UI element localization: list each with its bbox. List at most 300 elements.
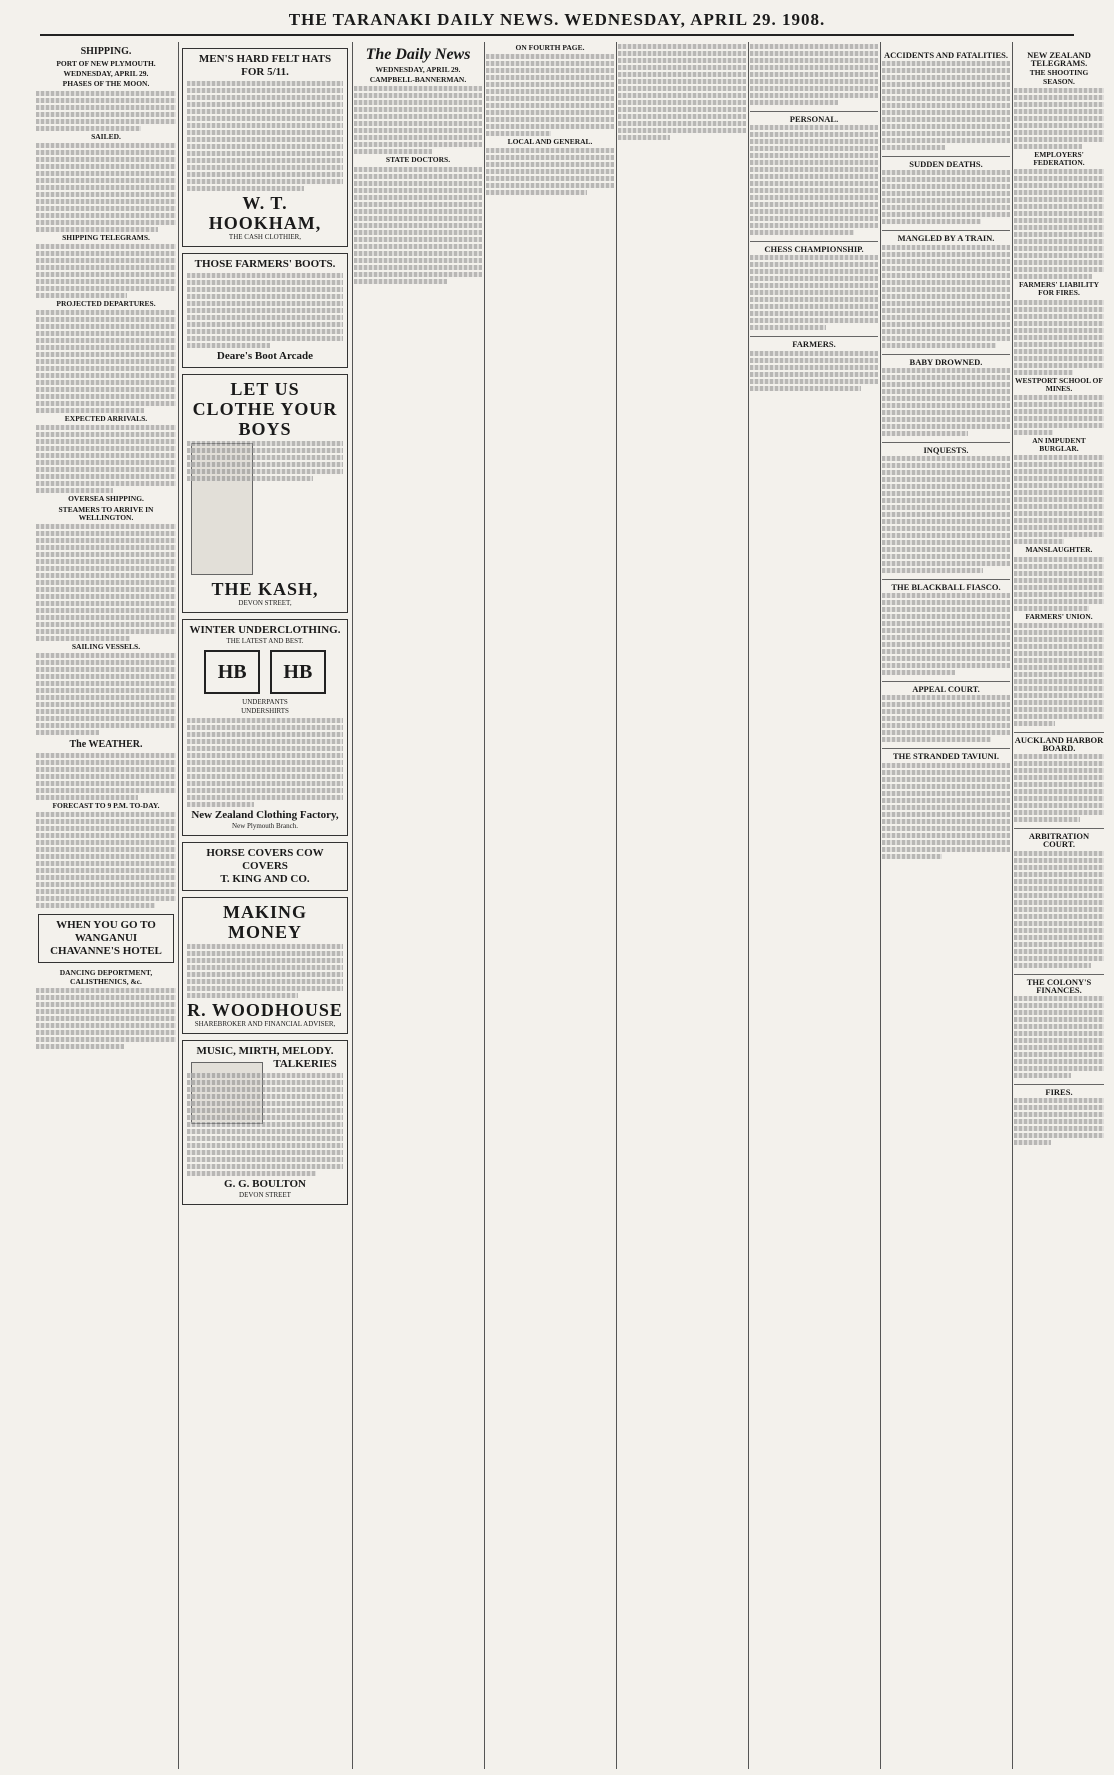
text-line [36, 716, 176, 721]
text-line [187, 137, 343, 142]
text-line [882, 396, 1010, 401]
text-line [618, 65, 746, 70]
text-line [882, 519, 1010, 524]
text-line [750, 188, 878, 193]
text-line [187, 753, 343, 758]
text-line [1014, 935, 1104, 940]
text-line [750, 100, 838, 105]
weather-heading: The WEATHER. [69, 739, 143, 751]
text-line [750, 230, 854, 235]
text-line [882, 826, 1010, 831]
text-line [486, 124, 614, 129]
text-line [36, 366, 176, 371]
text-line [882, 540, 1010, 545]
text-line [187, 1101, 343, 1106]
text-line [187, 441, 343, 446]
text-line [187, 95, 343, 100]
text-line [187, 116, 343, 121]
text-line [1014, 349, 1104, 354]
text-line [36, 157, 176, 162]
text-line [1014, 211, 1104, 216]
text-line [1014, 321, 1104, 326]
shipping-heading: SHIPPING. [80, 46, 132, 57]
text-line [36, 781, 176, 786]
shooting-season-heading: THE SHOOTING SEASON. [1029, 68, 1089, 86]
making-money-title: MAKING MONEY [223, 902, 307, 942]
body-text [1014, 851, 1104, 968]
text-line [882, 103, 1010, 108]
text-line [1014, 644, 1104, 649]
text-line [354, 142, 482, 147]
text-line [882, 343, 996, 348]
text-line [36, 1002, 176, 1007]
text-line [1014, 1003, 1104, 1008]
body-text [882, 245, 1010, 348]
text-line [36, 345, 176, 350]
text-line [882, 252, 1010, 257]
text-line [187, 965, 343, 970]
text-line [1014, 623, 1104, 628]
text-line [36, 730, 99, 735]
text-line [354, 272, 482, 277]
text-line [1014, 455, 1104, 460]
text-line [882, 593, 1010, 598]
nz-clothing-factory: New Zealand Clothing Factory, [191, 809, 339, 821]
body-text [618, 44, 746, 140]
text-line [1014, 511, 1104, 516]
text-line [750, 79, 878, 84]
text-line [36, 1030, 176, 1035]
shipping-telegrams-heading: SHIPPING TELEGRAMS. [62, 232, 150, 242]
column-rule [880, 42, 881, 1769]
date-line: WEDNESDAY, APRIL 29. [63, 69, 149, 79]
text-line [354, 149, 432, 154]
text-line [1014, 1031, 1104, 1036]
text-line [618, 93, 746, 98]
text-line [750, 160, 878, 165]
text-line [882, 131, 1010, 136]
text-line [1014, 314, 1104, 319]
text-line [750, 167, 878, 172]
text-line [187, 462, 343, 467]
text-line [882, 505, 1010, 510]
column-rule [484, 42, 485, 1769]
text-line [1014, 630, 1104, 635]
text-line [882, 730, 1010, 735]
body-text [1014, 557, 1104, 611]
text-line [750, 276, 878, 281]
text-line [882, 382, 1010, 387]
text-line [882, 322, 1010, 327]
body-text [354, 86, 482, 154]
text-line [1014, 246, 1104, 251]
nz-telegrams-heading: NEW ZEALAND TELEGRAMS. [1027, 50, 1091, 69]
text-line [187, 455, 343, 460]
text-line [882, 614, 1010, 619]
text-line [187, 308, 343, 313]
harbor-board-heading: AUCKLAND HARBOR BOARD. [1014, 732, 1104, 752]
text-line [1014, 116, 1104, 121]
text-line [1014, 260, 1104, 265]
music-mirth-title: MUSIC, MIRTH, MELODY. [196, 1045, 334, 1057]
winter-subtitle: THE LATEST AND BEST. [226, 637, 304, 645]
text-line [1014, 88, 1104, 93]
text-line [1014, 658, 1104, 663]
text-line [486, 176, 614, 181]
text-line [1014, 109, 1104, 114]
text-line [187, 732, 343, 737]
body-text [882, 456, 1010, 573]
body-text [882, 695, 1010, 742]
text-line [882, 308, 1010, 313]
text-line [1014, 232, 1104, 237]
text-line [36, 98, 176, 103]
text-line [187, 802, 254, 807]
text-line [354, 216, 482, 221]
body-text [187, 718, 343, 807]
text-line [36, 310, 176, 315]
text-line [486, 54, 614, 59]
text-line [187, 746, 343, 751]
text-line [36, 425, 176, 430]
text-line [882, 456, 1010, 461]
text-line [882, 512, 1010, 517]
text-line [1014, 169, 1104, 174]
text-line [1014, 335, 1104, 340]
underpants-label: UNDERPANTS [242, 698, 288, 706]
text-line [750, 65, 878, 70]
text-line [882, 61, 1010, 66]
employers-federation-heading: EMPLOYERS' FEDERATION. [1033, 149, 1085, 168]
hookham-subtitle: THE CASH CLOTHIER, [228, 233, 302, 241]
accidents-heading: ACCIDENTS AND FATALITIES. [884, 50, 1008, 60]
text-line [1014, 714, 1104, 719]
text-line [36, 653, 176, 658]
text-line [882, 526, 1010, 531]
text-line [882, 621, 1010, 626]
accidents-column [882, 42, 1010, 1769]
editorial-date: WEDNESDAY, APRIL 29. [375, 65, 461, 74]
text-line [187, 287, 343, 292]
text-line [486, 89, 614, 94]
text-line [36, 681, 176, 686]
text-line [1014, 810, 1104, 815]
body-text [36, 91, 176, 131]
body-text [1014, 1098, 1104, 1145]
text-line [882, 709, 1010, 714]
text-line [882, 368, 1010, 373]
mangled-train-heading: MANGLED BY A TRAIN. [882, 230, 1010, 242]
body-text [187, 1073, 343, 1176]
text-line [187, 979, 343, 984]
devon-street-label: DEVON STREET [239, 1191, 291, 1199]
text-line [882, 417, 1010, 422]
text-line [187, 476, 313, 481]
text-line [354, 167, 482, 172]
text-line [750, 290, 878, 295]
text-line [1014, 775, 1104, 780]
text-line [354, 230, 482, 235]
masthead-title: THE TARANAKI DAILY NEWS. WEDNESDAY, APRIL 29. 1908. [40, 10, 1074, 36]
body-text [187, 81, 343, 191]
woodhouse-subtitle: SHAREBROKER AND FINANCIAL ADVISER, [194, 1020, 336, 1028]
text-line [486, 183, 614, 188]
text-line [187, 151, 343, 156]
text-line [187, 179, 343, 184]
text-line [1014, 363, 1104, 368]
text-line [36, 636, 130, 641]
text-line [486, 96, 614, 101]
text-line [486, 148, 614, 153]
text-line [36, 988, 176, 993]
chavanne-hotel-name: CHAVANNE'S HOTEL [50, 945, 162, 958]
sailing-vessels-heading: SAILING VESSELS. [71, 642, 141, 652]
text-line [36, 460, 176, 465]
text-line [36, 185, 176, 190]
text-line [36, 1044, 124, 1049]
text-line [187, 343, 270, 348]
text-line [36, 573, 176, 578]
text-line [36, 615, 176, 620]
text-line [36, 251, 176, 256]
text-line [187, 788, 343, 793]
body-text [882, 170, 1010, 224]
text-line [36, 622, 176, 627]
text-line [1014, 137, 1104, 142]
text-line [36, 819, 176, 824]
text-line [486, 82, 614, 87]
text-line [750, 365, 878, 370]
text-line [882, 763, 1010, 768]
text-line [187, 725, 343, 730]
text-line [354, 265, 482, 270]
text-line [882, 554, 1010, 559]
text-line [187, 273, 343, 278]
text-line [36, 660, 176, 665]
body-text [882, 61, 1010, 150]
text-line [36, 126, 141, 131]
text-line [750, 72, 878, 77]
text-line [36, 695, 176, 700]
text-line [882, 716, 1010, 721]
text-line [882, 375, 1010, 380]
body-text [1014, 300, 1104, 375]
text-line [187, 294, 343, 299]
text-line [1014, 949, 1104, 954]
text-line [882, 89, 1010, 94]
text-line [187, 781, 343, 786]
text-line [187, 767, 343, 772]
text-line [1014, 707, 1104, 712]
text-line [1014, 197, 1104, 202]
text-line [1014, 963, 1091, 968]
body-text [750, 255, 878, 330]
text-line [1014, 416, 1104, 421]
text-line [882, 695, 1010, 700]
text-line [750, 269, 878, 274]
text-line [187, 951, 343, 956]
text-line [1014, 274, 1092, 279]
text-line [36, 192, 176, 197]
oversea-shipping-heading: OVERSEA SHIPPING. [68, 494, 144, 504]
text-line [882, 410, 1010, 415]
text-line [882, 784, 1010, 789]
projected-departures-heading: PROJECTED DEPARTURES. [56, 299, 156, 309]
body-text [882, 593, 1010, 675]
text-line [36, 531, 176, 536]
text-line [1014, 564, 1104, 569]
text-line [618, 135, 670, 140]
horse-covers-title: HORSE COVERS COW COVERS [206, 847, 324, 872]
text-line [36, 601, 176, 606]
text-line [36, 408, 144, 413]
text-line [882, 110, 1010, 115]
news-column-5 [618, 42, 746, 1769]
text-line [187, 322, 343, 327]
text-line [618, 58, 746, 63]
text-line [36, 788, 176, 793]
text-line [750, 195, 878, 200]
appeal-court-heading: APPEAL COURT. [882, 681, 1010, 693]
text-line [36, 667, 176, 672]
text-line [882, 82, 1010, 87]
text-line [882, 259, 1010, 264]
text-line [187, 1094, 343, 1099]
text-line [36, 723, 176, 728]
text-line [1014, 497, 1104, 502]
fires-heading: FIRES. [1014, 1084, 1104, 1096]
text-line [882, 561, 1010, 566]
text-line [750, 325, 826, 330]
text-line [36, 227, 158, 232]
text-line [882, 498, 1010, 503]
talkeries-ad [182, 1040, 348, 1205]
kash-name: THE KASH, [211, 579, 319, 599]
text-line [187, 1122, 343, 1127]
westport-heading: WESTPORT SCHOOL OF MINES. [1015, 375, 1103, 393]
text-line [750, 174, 878, 179]
talkeries-title: TALKERIES [273, 1058, 337, 1070]
text-line [882, 219, 981, 224]
baby-drowned-heading: BABY DROWNED. [882, 354, 1010, 366]
text-line [354, 202, 482, 207]
text-line [36, 524, 176, 529]
text-line [354, 128, 482, 133]
text-line [882, 491, 1010, 496]
text-line [1014, 1066, 1104, 1071]
text-line [36, 394, 176, 399]
text-line [1014, 1112, 1104, 1117]
text-line [882, 737, 991, 742]
text-line [36, 105, 176, 110]
text-line [750, 304, 878, 309]
text-line [1014, 585, 1104, 590]
burglar-heading: AN IMPUDENT BURGLAR. [1032, 436, 1086, 454]
personal-heading: PERSONAL. [750, 111, 878, 123]
text-line [1014, 1017, 1104, 1022]
text-line [1014, 606, 1089, 611]
text-line [36, 150, 176, 155]
text-line [1014, 872, 1104, 877]
text-line [187, 172, 343, 177]
text-line [36, 91, 176, 96]
text-line [187, 972, 343, 977]
moon-phases-heading: PHASES OF THE MOON. [62, 79, 150, 89]
text-line [187, 315, 343, 320]
farmers-union-heading: FARMERS' UNION. [1025, 611, 1093, 621]
text-line [36, 688, 176, 693]
text-line [750, 386, 861, 391]
text-line [1014, 476, 1104, 481]
body-text [1014, 455, 1104, 544]
text-line [1014, 996, 1104, 1001]
text-line [1014, 796, 1104, 801]
fourth-page-heading: ON FOURTH PAGE. [515, 43, 585, 52]
text-line [882, 205, 1010, 210]
text-line [187, 1171, 316, 1176]
text-line [1014, 490, 1104, 495]
text-line [1014, 768, 1104, 773]
text-line [882, 184, 1010, 189]
text-line [750, 358, 878, 363]
text-line [1014, 300, 1104, 305]
text-line [1014, 789, 1104, 794]
text-line [1014, 190, 1104, 195]
text-line [187, 301, 343, 306]
text-line [618, 121, 746, 126]
body-text [1014, 88, 1104, 149]
body-text [1014, 754, 1104, 822]
boulton-name: G. G. BOULTON [224, 1178, 306, 1190]
text-line [750, 216, 878, 221]
text-line [187, 165, 343, 170]
text-line [1014, 307, 1104, 312]
body-text [354, 167, 482, 284]
column-rule [616, 42, 617, 1769]
text-line [36, 324, 176, 329]
text-line [750, 153, 878, 158]
text-line [1014, 525, 1104, 530]
text-line [354, 279, 447, 284]
text-line [1014, 592, 1104, 597]
text-line [882, 607, 1010, 612]
expected-arrivals-heading: EXPECTED ARRIVALS. [64, 414, 148, 424]
text-line [882, 670, 955, 675]
text-line [1014, 761, 1104, 766]
text-line [187, 130, 343, 135]
text-line [1014, 956, 1104, 961]
text-line [36, 380, 176, 385]
text-line [750, 181, 878, 186]
text-line [36, 171, 176, 176]
text-line [1014, 1126, 1104, 1131]
text-line [750, 297, 878, 302]
text-line [1014, 130, 1104, 135]
text-line [882, 315, 1010, 320]
text-line [1014, 423, 1104, 428]
underclothing-ad [182, 619, 348, 836]
text-line [187, 109, 343, 114]
text-line [882, 663, 1010, 668]
text-line [486, 131, 551, 136]
text-line [36, 488, 113, 493]
sailed-heading: SAILED. [91, 131, 121, 141]
text-line [36, 331, 176, 336]
text-line [618, 114, 746, 119]
text-line [36, 199, 176, 204]
text-line [1014, 462, 1104, 467]
text-line [882, 403, 1010, 408]
